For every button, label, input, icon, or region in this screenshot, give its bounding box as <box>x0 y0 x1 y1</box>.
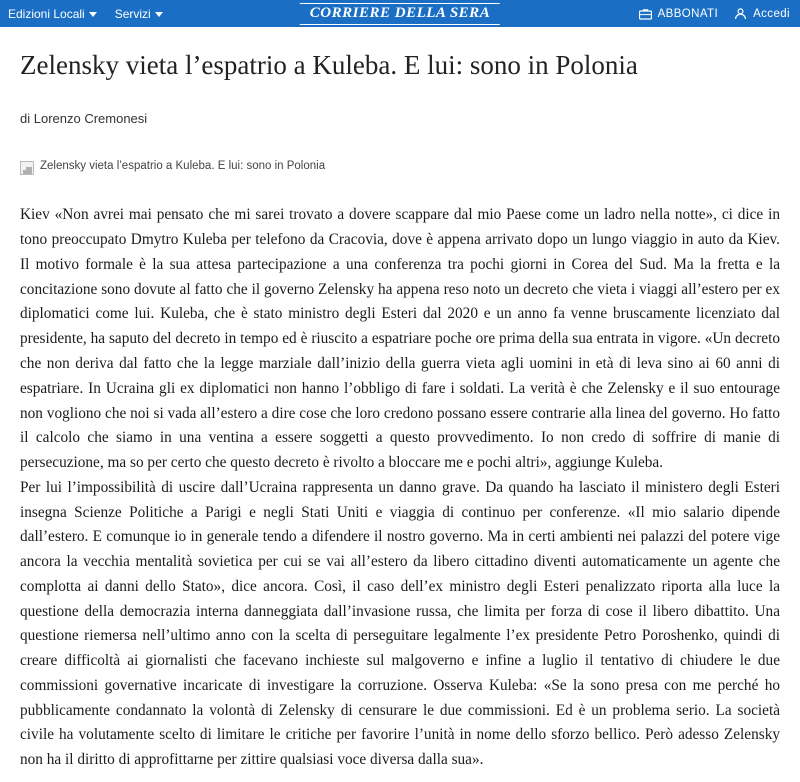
article-paragraph: Kiev «Non avrei mai pensato che mi sarei trovato a dovere scappare dal mio Paese come un ladro nella notte», ci dice in tono preoccupato Dmytro Kuleba per telefono da Cracovia, dove è appena arrivato dopo un lungo viaggio in auto da Kiev. Il motivo formale è la sua attesa partecipazione a una conferenza tra pochi giorni in Corea del Sud. Ma la fretta e la concitazione sono dovute al fatto che il governo Zelensky ha appena reso noto un decreto che vieta i viaggi all’estero per ex diplomatici come lui. Kuleba, che è stato ministro degli Esteri dal 2020 e un anno fa venne bruscamente licenziato dal presidente, ha saputo del decreto in tempo ed è riuscito a espatriare poche ore prima della sua entrata in vigore. «Un decreto che non deriva dal fatto che la legge marziale dall’inizio della guerra vieta agli uomini in età di leva sino ai 60 anni di espatriare. In Ucraina gli ex diplomatici non hanno l’obbligo di fare i soldati. La verità è che Zelensky e il suo entourage non vogliono che noi si vada all’estero a dire cose che loro credono possano essere contrarie alla linea del governo. Ho fatto il calcolo che siamo in una ventina a essere soggetti a questo provvedimento. Io non credo di soffrire di manie di persecuzione, ma so per certo che questo decreto è rivolto a bloccare me e pochi altri», aggiunge Kuleba. <box>20 206 780 472</box>
article-paragraph: Per lui l’impossibilità di uscire dall’Ucraina rappresenta un danno grave. Da quando ha lasciato il ministero degli Esteri insegna Scienze Politiche a Parigi e negli Stati Uniti e viaggia di continuo per conferenze. «Il mio salario dipende dall’estero. E comunque io in generale tendo a difendere il nostro governo. Ma in certi ambienti nei palazzi del potere vige ancora la vecchia mentalità sovietica per cui se vai all’estero da libero cittadino diventi automaticamente un agente che complotta ai danni dello Stato», dice ancora. Così, il caso dell’ex ministro degli Esteri penalizzato riporta alla luce la questione della democrazia interna danneggiata dall’invasione russa, che limita per forza di cose il libero dibattito. Una questione riemersa nell’ultimo anno con la scelta di perseguitare legalmente l’ex presidente Petro Poroshenko, quindi di creare difficoltà ai giornalisti che facevano inchieste sul malgoverno e infine a luglio il tentativo di chiudere le due commissioni governative incaricate di investigare la corruzione. Osserva Kuleba: «Se la sono presa con me perché ho pubblicamente condannato la volontà di Zelensky di censurare le due commissioni. Ed è un problema serio. La società civile ha volutamente scelto di limitare le critiche per favorire l’unità in nome dello sforzo bellico. Però adesso Zelensky non ha il diritto di approfittarne per zittire qualsiasi voce diversa dalla sua». <box>20 478 780 769</box>
subscribe-label: ABBONATI <box>657 7 719 20</box>
top-navigation-bar <box>0 0 800 27</box>
briefcase-icon <box>639 8 652 20</box>
user-icon <box>734 7 747 20</box>
nav-item-label: Edizioni Locali <box>8 6 85 21</box>
nav-item-edizioni-locali[interactable] <box>8 7 97 21</box>
login-label: Accedi <box>753 7 790 20</box>
chevron-down-icon <box>89 12 97 17</box>
login-button[interactable] <box>734 7 790 20</box>
article-hero-image-placeholder <box>20 160 780 175</box>
article-body <box>20 203 780 773</box>
article-byline: di Lorenzo Cremonesi <box>20 111 148 127</box>
nav-item-label: Servizi <box>114 6 151 21</box>
chevron-down-icon <box>155 12 163 17</box>
broken-image-icon <box>20 161 34 175</box>
image-alt-text: Zelensky vieta l’espatrio a Kuleba. E lui: sono in Polonia <box>40 160 326 173</box>
subscribe-button[interactable] <box>639 8 719 20</box>
topbar-left-group <box>0 7 163 21</box>
article-container <box>0 49 800 773</box>
page-title: Zelensky vieta l’espatrio a Kuleba. E lui: sono in Polonia <box>20 50 638 80</box>
topbar-right-group <box>639 7 800 20</box>
site-masthead-logo[interactable]: CORRIERE DELLA SERA <box>300 3 500 25</box>
nav-item-servizi[interactable] <box>115 7 163 21</box>
